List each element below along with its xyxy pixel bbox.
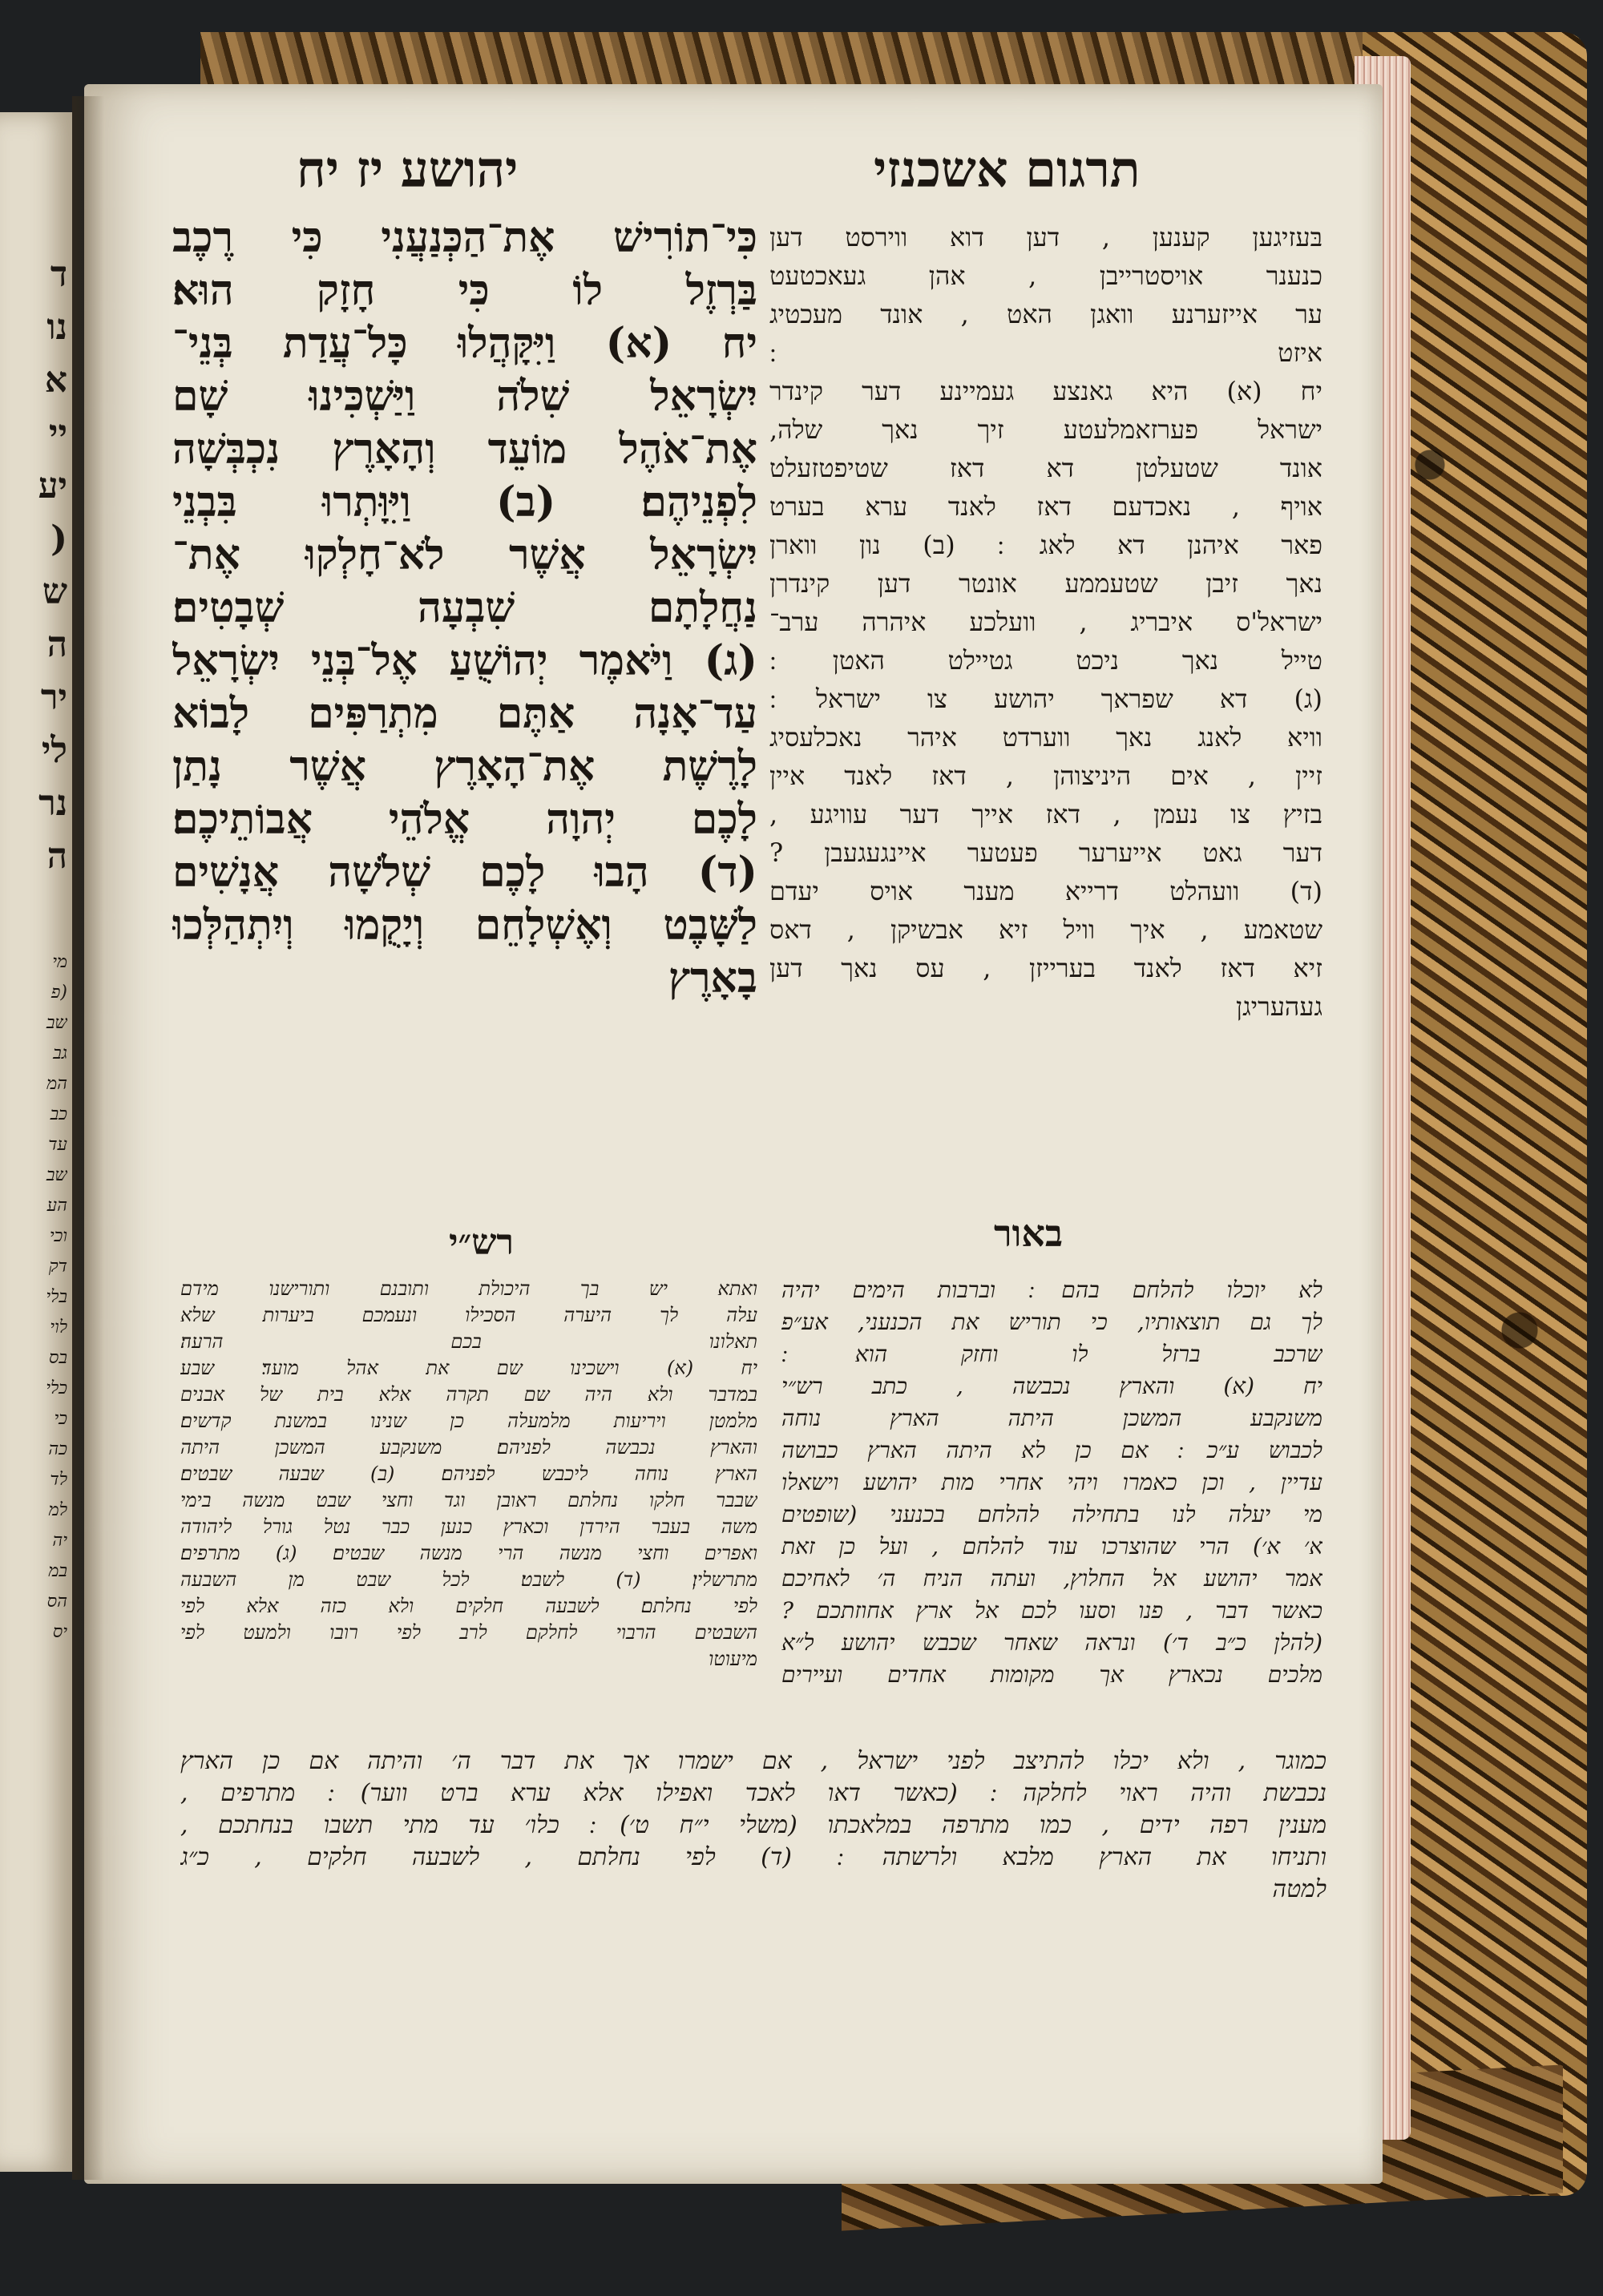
translation-line: וויא לאנג נאך ווערדט איהר נאכלעסיג xyxy=(769,722,1322,753)
translation-line: איזט ׃ xyxy=(769,337,1322,368)
translation-line: ישראל פערזאמלעטע זיך נאך שלה, xyxy=(769,414,1322,445)
left-page-fragment-word: כלי xyxy=(46,1378,67,1398)
left-page-fragment-word: כי xyxy=(54,1409,67,1429)
bible-line: (ג) וַיֹּאמֶר יְהוֹשֻׁעַ אֶל־בְּנֵי יִשְׂרָאֵל xyxy=(172,636,757,685)
translation-line: טייל נאך ניכט גטיילט האטן ׃ xyxy=(769,645,1322,676)
translation-column xyxy=(769,218,1322,1026)
left-page-letter: ה xyxy=(46,836,67,877)
bible-line: לָכֶם יְהוָה אֱלֹהֵי אֲבוֹתֵיכֶם׃ xyxy=(172,795,757,844)
commentary-line: למטה xyxy=(1272,1875,1326,1903)
biur-commentary xyxy=(781,1274,1322,1691)
page-header-translation: תרגום אשכנזי xyxy=(874,140,1141,199)
bible-line: כִּי־תוֹרִישׁ אֶת־הַכְּנַעֲנִי כִּי רֶכֶב xyxy=(172,213,757,262)
left-page-fragment-word: דק xyxy=(48,1257,67,1277)
left-page-letter: ש xyxy=(42,571,67,612)
left-page-fragment-word: מי xyxy=(52,952,67,972)
commentary-line: ותניחו את הארץ מלבא ולרשתה ׃ (ד) לפי נחלתם , לשבעה חלקים , כ״ג xyxy=(180,1843,1326,1871)
rashi-line: הארץ נוחה ליכבש לפניהם׃ (ב) שבעה שבטים׃ xyxy=(180,1463,757,1485)
biur-line: אמר יהושע אל החלוץ, ועתה הניח ה׳ לאחיכם xyxy=(781,1565,1322,1592)
left-page-fragment-word: יה xyxy=(52,1531,67,1551)
rashi-line: ואתא יש בך היכולת ותובנם ותורישנו מידם xyxy=(180,1277,757,1300)
left-page-fragment-word: כה xyxy=(48,1439,67,1459)
commentary-line: מענין רפה ידים , כמו מתרפה במלאכתו (משלי י״ח ט׳) ׃ כלו׳ עד מתי תשבו בנחתכם , xyxy=(180,1811,1326,1839)
rashi-line: מיעוטו xyxy=(709,1648,757,1670)
translation-line: פאר איהנן דא לאג ׃ (ב) נון ווארן xyxy=(769,530,1322,560)
bible-line: לִפְנֵיהֶם׃ (ב) וַיִּוָּתְרוּ בִּבְנֵי xyxy=(172,478,757,527)
translation-line: שטאמע , איך וויל זיא אבשיקן , דאס xyxy=(769,914,1322,945)
left-page-fragment-word: כב xyxy=(50,1104,67,1124)
rashi-line: השבטים הרבוי לחלקם לרב לפי רובו ולמעט לפי xyxy=(180,1621,757,1644)
commentary-line: נכבשת והיה ראוי לחלקה ׃ (כאשר דאו לאכד ואפילו אלא ערא ברט ווער) ׃ מתרפים , xyxy=(180,1779,1326,1807)
left-page-letter: נר xyxy=(38,783,67,824)
left-page-letter: יע xyxy=(38,466,67,506)
bible-line: בַּרְזֶל לוֹ כִּי חָזָק הוּא׃ xyxy=(172,266,757,315)
biur-line: לכבוש ע״כ ׃ אם כן לא היתה הארץ כבושה xyxy=(781,1437,1322,1463)
bible-line: יח (א) וַיִּקָּהֲלוּ כָּל־עֲדַת בְּנֵי־ xyxy=(172,319,757,368)
bible-line: יִשְׂרָאֵל שִׁלֹה וַיַּשְׁכִּינוּ שָׁם xyxy=(172,372,757,421)
left-page-letter: א xyxy=(44,360,67,401)
left-page-fragment-word: עד xyxy=(48,1135,67,1155)
bible-line: נַחֲלָתָם שִׁבְעָה שְׁבָטִים׃ xyxy=(172,583,757,632)
translation-line: געהעריגן xyxy=(1235,991,1322,1022)
rashi-line: מלמטן ויריעות מלמעלה כן שנינו במשנת קדשים׃ xyxy=(180,1410,757,1432)
rashi-line: עלה לך היערה הסכילו ונעמכם ביערות שלא xyxy=(180,1304,757,1326)
biur-line: לך גם תוצאותיו, כי תוריש את הכנעני, אע״פ xyxy=(781,1309,1322,1335)
biur-heading: באור xyxy=(994,1212,1064,1255)
left-page-letter: ד xyxy=(50,254,67,295)
rashi-line: יח (א) וישכינו שם את אהל מועד׃ שבע xyxy=(180,1357,757,1379)
left-page-fragment-word: למ xyxy=(48,1500,67,1520)
rashi-line: תאלונו בכם הרעה׃ xyxy=(180,1330,757,1353)
biur-line: מי יעלה לנו בתחילה להלחם בכנעני (שופטים xyxy=(781,1501,1322,1527)
rashi-heading: רש״י xyxy=(449,1222,515,1263)
left-page-letter: יר xyxy=(40,677,67,718)
left-page-fragment-word: לוי xyxy=(50,1317,67,1338)
translation-line: דער גאט אייערער פעטער איינגעגעבן ? xyxy=(769,837,1322,868)
bible-line: לַשָּׁבֶט וְאֶשְׁלָחֵם וְיָקֻמוּ וְיִתְהַלְּכוּ xyxy=(172,901,757,950)
left-page-letter: יי xyxy=(48,413,67,454)
biur-line: משנקבע המשכן היתה הארץ נוחה xyxy=(781,1405,1322,1431)
bible-line: יִשְׂרָאֵל אֲשֶׁר לֹא־חָלְקוּ אֶת־ xyxy=(172,531,757,579)
rashi-line: ואפרים וחצי מנשה הרי מנשה שבטים׃ (ג) מתרפים׃ xyxy=(180,1542,757,1564)
translation-line: נאך זיבן שטעממע אונטר דען קינדרן xyxy=(769,568,1322,599)
translation-line: זיין , אים היניצוהן , דאז לאנד איין xyxy=(769,761,1322,791)
rashi-line: במדבר ולא היה שם תקרה אלא בית של אבנים xyxy=(180,1383,757,1406)
biur-line: יח (א) והארץ נכבשה , כתב רש״י xyxy=(781,1373,1322,1399)
rashi-line: מתרשלין׃ (ד) לשבט׃ לכל שבט מן השבעה xyxy=(180,1568,757,1591)
biur-line: (להלן כ״ב ד׳) ונראה שאחר שכבש יהושע ל״א xyxy=(781,1629,1322,1656)
translation-line: זיא דאז לאנד בערייזן , עס נאך דען xyxy=(769,953,1322,983)
left-page-letter: לי xyxy=(41,730,67,771)
bible-line: עַד־אָנָה אַתֶּם מִתְרַפִּים לָבוֹא xyxy=(172,689,757,738)
biur-line: לא יוכלו להלחם בהם ׃ וברבות הימים יהיה xyxy=(781,1277,1322,1303)
translation-line: ער אייזערנע וואגן האט , אונד מעכטיג xyxy=(769,299,1322,329)
left-page-fragment-word: לד xyxy=(50,1470,67,1490)
left-page-letter: נו xyxy=(46,307,67,348)
left-page-fragment-word: שב xyxy=(46,1013,67,1033)
biur-line: מלכים נכארץ אך מקומות אחדים ועיירים xyxy=(781,1661,1322,1688)
translation-line: אונד שטעלטן דא דאז שטיפטזעלט xyxy=(769,453,1322,483)
biur-line: כאשר דבר , פנו וסעו לכם אל ארץ אחוזתכם ? xyxy=(781,1597,1322,1624)
translation-line: בּעזיגען קענען , דען דוא ווירסט דען xyxy=(769,222,1322,252)
left-page-fragment-word: שב xyxy=(46,1165,67,1185)
gutter-shadow xyxy=(72,96,104,2180)
left-page-letter: ה xyxy=(46,624,67,665)
book-cover-top xyxy=(200,32,1523,88)
rashi-commentary xyxy=(180,1276,757,1673)
rashi-line: והארץ נכבשה לפניהם׃ משנקבע המשכן היתה xyxy=(180,1436,757,1459)
translation-line: (ג) דא שפראך יהושע צו ישראל ׃ xyxy=(769,684,1322,714)
left-page-fragment-word: בס xyxy=(48,1348,67,1368)
left-page-fragment-word: המ xyxy=(46,1074,67,1094)
bible-line: לָרֶשֶׁת אֶת־הָאָרֶץ אֲשֶׁר נָתַן xyxy=(172,742,757,791)
left-page-fragment-word: וכי xyxy=(49,1226,67,1246)
bible-text-column xyxy=(172,212,757,1006)
translation-line: יח (א) היא גאנצע געמיינע דער קינדר xyxy=(769,376,1322,406)
translation-line: כנענר אויסטרייבן , אהן געאכטעט xyxy=(769,260,1322,291)
left-page-letter: ( xyxy=(50,519,67,559)
commentary-line: כמוגר , ולא יכלו להתיצב לפני ישראל , אם ישמרו אך את דבר ה׳ והיתה אם כן הארץ xyxy=(180,1747,1326,1775)
biur-line: שרכב ברזל לו וחזק הוא ׃ xyxy=(781,1341,1322,1367)
commentary-continuation xyxy=(180,1745,1326,1906)
left-page-fragment-word: בלי xyxy=(46,1287,67,1307)
left-page-fragment-word: במ xyxy=(48,1561,67,1581)
left-page-fragment-word: (פ xyxy=(50,983,67,1003)
bible-line: אֶת־אֹהֶל מוֹעֵד וְהָאָרֶץ נִכְבְּשָׁה xyxy=(172,425,757,474)
translation-line: בזיץ צו נעמן , דאז אייך דער עוויגע , xyxy=(769,799,1322,829)
translation-line: אויף , נאכדעם דאז לאנד ערא בערט xyxy=(769,491,1322,522)
biur-line: עדיין , וכן כאמרו ויהי אחרי מות יהושע וישאלו xyxy=(781,1469,1322,1495)
left-page-spacer xyxy=(2,883,67,947)
translation-line: (ד) וועהלט דרייא מענר אויס יעדם xyxy=(769,876,1322,906)
left-page-fragment xyxy=(2,248,67,1648)
left-page-fragment-word: יס xyxy=(52,1622,67,1642)
rashi-line: משה בעבר הירדן וכארץ כנען כבר נטל גורל ליהודה xyxy=(180,1515,757,1538)
rashi-line: לפי נחלתם׃ לשבעה חלקים ולא כזה אלא לפי xyxy=(180,1595,757,1617)
rashi-line: שבבר חלקו נחלתם ראובן וגד וחצי שבט מנשה בימי xyxy=(180,1489,757,1511)
left-page-fragment-word: הע xyxy=(46,1196,67,1216)
page-header-book: יהושע יז יח xyxy=(297,140,519,199)
biur-line: א׳ א׳) הרי שהוצרכו עוד להלחם , ועל כן זאת xyxy=(781,1533,1322,1560)
bible-line: בָאָרֶץ xyxy=(668,954,757,1003)
left-page-fragment-word: הס xyxy=(46,1592,67,1612)
bible-line: (ד) הָבוּ לָכֶם שְׁלֹשָׁה אֲנָשִׁים xyxy=(172,848,757,897)
left-page-fragment-word: גב xyxy=(53,1043,67,1063)
translation-line: ישראל'ס איבריג , וועלכע איהרה ערב־ xyxy=(769,607,1322,637)
